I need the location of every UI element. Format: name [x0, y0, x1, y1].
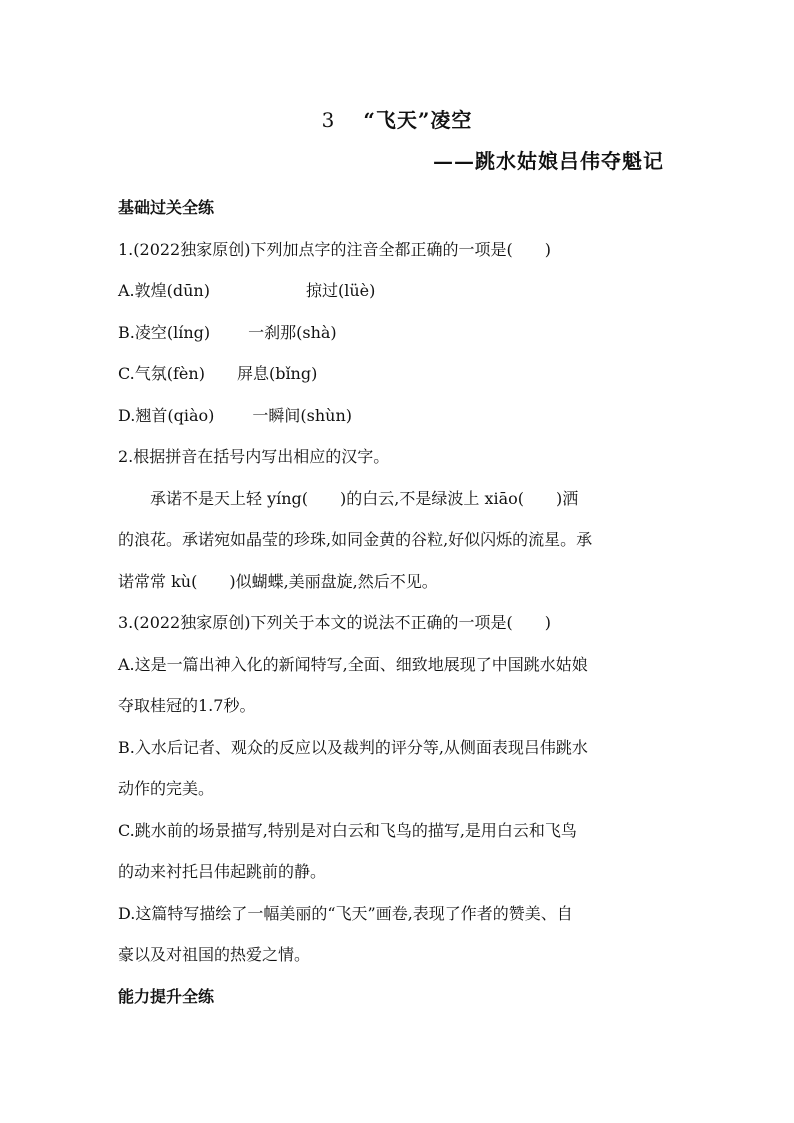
lesson-title [0, 104, 794, 133]
option-d-left: D.翘首(qiào) [118, 405, 215, 425]
question-1-option-d [118, 395, 678, 437]
lesson-title-text: “飞天”凌空 [363, 108, 473, 132]
option-c-left: C.气氛(fèn) [118, 364, 205, 383]
question-3-option-c-line-2: 的动来衬托吕伟起跳前的静。 [118, 862, 327, 881]
question-1-option-b [118, 312, 678, 354]
question-1-option-c [118, 353, 678, 395]
lesson-number: 3 [321, 108, 336, 132]
option-a-left: A.敦煌(dūn) [118, 281, 210, 300]
option-b-right: 一刹那(shà) [248, 322, 337, 342]
section-heading-basic: 基础过关全练 [118, 198, 215, 217]
question-3-option-a-line-2: 夺取桂冠的1.7秒。 [118, 696, 256, 715]
question-3-option-d-line-2: 豪以及对祖国的热爱之情。 [118, 945, 311, 964]
question-3-option-c-line-1: C.跳水前的场景描写,特别是对白云和飞鸟的描写,是用白云和飞鸟 [118, 820, 577, 840]
question-2-stem: 2.根据拼音在括号内写出相应的汉字。 [118, 447, 390, 466]
option-d-right: 一瞬间(shùn) [252, 405, 352, 425]
lesson-subtitle: ——跳水姑娘吕伟夺魁记 [433, 149, 664, 173]
question-3-option-d-line-1: D.这篇特写描绘了一幅美丽的“飞天”画卷,表现了作者的赞美、自 [118, 903, 573, 923]
question-2-line-2: 的浪花。承诺宛如晶莹的珍珠,如同金黄的谷粒,好似闪烁的流星。承 [118, 530, 593, 549]
question-1-stem: 1.(2022独家原创)下列加点字的注音全都正确的一项是( ) [118, 239, 551, 259]
option-b-left: B.凌空(líng) [118, 322, 211, 342]
section-heading-advanced: 能力提升全练 [118, 986, 215, 1006]
question-3-option-a-line-1: A.这是一篇出神入化的新闻特写,全面、细致地展现了中国跳水姑娘 [118, 654, 588, 674]
question-3-option-b-line-1: B.入水后记者、观众的反应以及裁判的评分等,从侧面表现吕伟跳水 [118, 737, 588, 757]
option-c-right: 屏息(bǐng) [236, 364, 318, 383]
question-1-option-a [118, 270, 678, 312]
exercise-content [118, 187, 678, 1017]
question-3-option-b-line-2: 动作的完美。 [118, 779, 215, 798]
question-2-line-1: 承诺不是天上轻 yíng( )的白云,不是绿波上 xiāo( )洒 [150, 488, 579, 508]
option-a-right: 掠过(lüè) [305, 281, 376, 300]
question-3-stem: 3.(2022独家原创)下列关于本文的说法不正确的一项是( ) [118, 613, 551, 632]
question-2-line-3: 诺常常 kù( )似蝴蝶,美丽盘旋,然后不见。 [118, 571, 438, 591]
